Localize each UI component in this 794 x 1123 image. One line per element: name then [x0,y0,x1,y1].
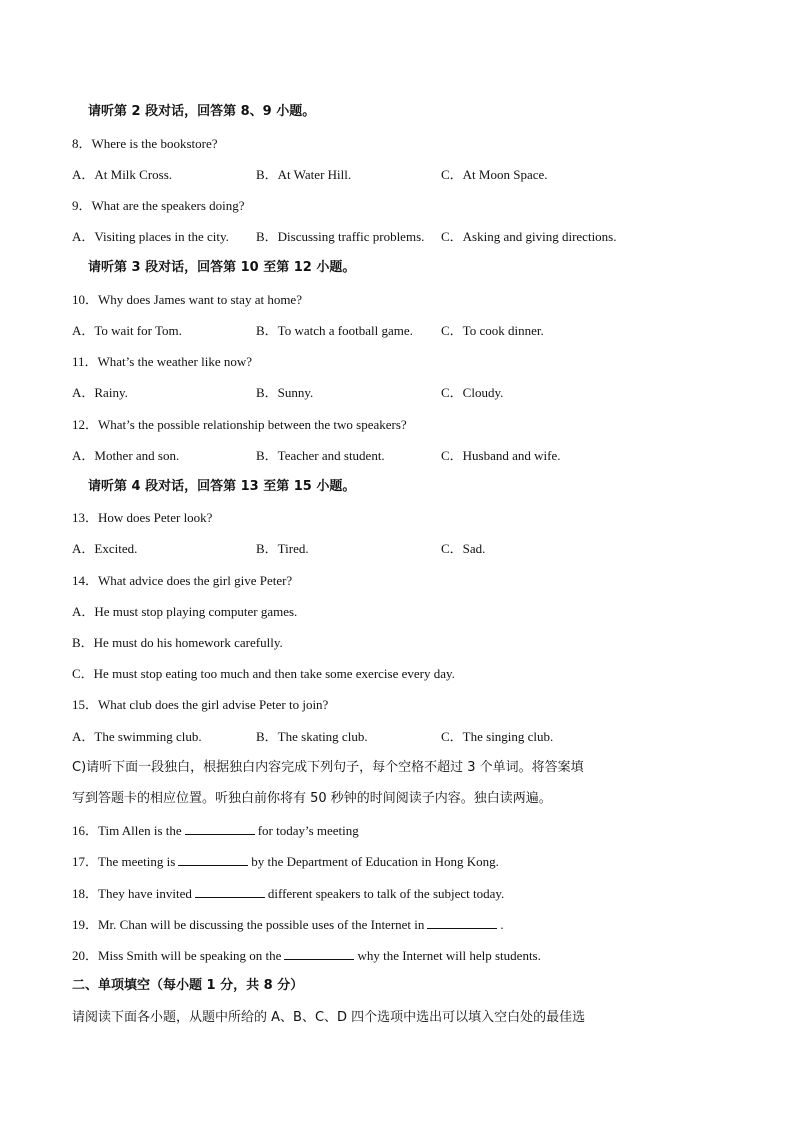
fill-19-text-after: . [500,917,504,932]
option-13b: B．Tired. [256,541,309,556]
fill-question-19 [72,916,504,933]
part-c-instruction-line-1: C)请听下面一段独白，根据独白内容完成下列句子，每个空格不超过 3 个单词。将答案填 [72,760,584,775]
question-11: 11．What’s the weather like now? [72,354,253,369]
part-2-title: 二、单项填空（每小题 1 分，共 8 分） [72,978,304,993]
question-12: 12．What’s the possible relationship between the two speakers? [72,417,407,432]
option-14b: B．He must do his homework carefully. [72,635,283,650]
option-11a: A．Rainy. [72,385,128,400]
option-11c: C．Cloudy. [441,385,504,400]
question-15: 15．What club does the girl advise Peter to join? [72,697,329,712]
option-15b: B．The skating club. [256,729,368,744]
fill-16-text-before: 16．Tim Allen is the [72,823,182,838]
option-10b: B．To watch a football game. [256,323,413,338]
answer-blank-18[interactable] [195,885,265,898]
fill-20-text-before: 20．Miss Smith will be speaking on the [72,948,282,963]
option-10a: A．To wait for Tom. [72,323,182,338]
fill-16-text-after: for today’s meeting [257,823,359,838]
option-13c: C．Sad. [441,541,486,556]
option-9c: C．Asking and giving directions. [441,229,617,244]
option-13a: A．Excited. [72,541,138,556]
fill-question-20 [72,947,541,964]
part-c-instruction-line-2: 写到答题卡的相应位置。听独白前你将有 50 秒钟的时间阅读子内容。独白读两遍。 [72,791,552,806]
fill-18-text-before: 18．They have invited [72,886,192,901]
option-12a: A．Mother and son. [72,448,180,463]
answer-blank-17[interactable] [178,853,248,866]
option-14a: A．He must stop playing computer games. [72,604,298,619]
question-10: 10．Why does James want to stay at home? [72,292,302,307]
fill-20-text-after: why the Internet will help students. [357,948,541,963]
option-11b: B．Sunny. [256,385,314,400]
question-9: 9．What are the speakers doing? [72,198,245,213]
fill-17-text-after: by the Department of Education in Hong Kong. [251,854,499,869]
fill-17-text-before: 17．The meeting is [72,854,176,869]
option-10c: C．To cook dinner. [441,323,544,338]
option-15a: A．The swimming club. [72,729,202,744]
option-8c: C．At Moon Space. [441,167,548,182]
fill-19-text-before: 19．Mr. Chan will be discussing the possible uses of the Internet in [72,917,425,932]
fill-question-18 [72,885,504,902]
section-heading-dialog-4: 请听第 4 段对话，回答第 13 至第 15 小题。 [88,479,356,494]
section-heading-dialog-2: 请听第 2 段对话，回答第 8、9 小题。 [88,104,316,119]
option-12c: C．Husband and wife. [441,448,561,463]
part-2-instruction: 请阅读下面各小题，从题中所给的 A、B、C、D 四个选项中选出可以填入空白处的最佳选 [72,1010,586,1025]
question-14: 14．What advice does the girl give Peter? [72,573,293,588]
fill-question-17 [72,853,499,870]
fill-question-16 [72,822,359,839]
option-15c: C．The singing club. [441,729,554,744]
answer-blank-19[interactable] [427,916,497,929]
option-8a: A．At Milk Cross. [72,167,173,182]
fill-18-text-after: different speakers to talk of the subject today. [267,886,505,901]
question-8: 8．Where is the bookstore? [72,136,218,151]
question-13: 13．How does Peter look? [72,510,213,525]
option-8b: B．At Water Hill. [256,167,352,182]
option-12b: B．Teacher and student. [256,448,385,463]
answer-blank-20[interactable] [284,947,354,960]
answer-blank-16[interactable] [185,822,255,835]
option-9b: B．Discussing traffic problems. [256,229,425,244]
option-14c: C．He must stop eating too much and then take some exercise every day. [72,666,455,681]
section-heading-dialog-3: 请听第 3 段对话，回答第 10 至第 12 小题。 [88,260,356,275]
option-9a: A．Visiting places in the city. [72,229,229,244]
